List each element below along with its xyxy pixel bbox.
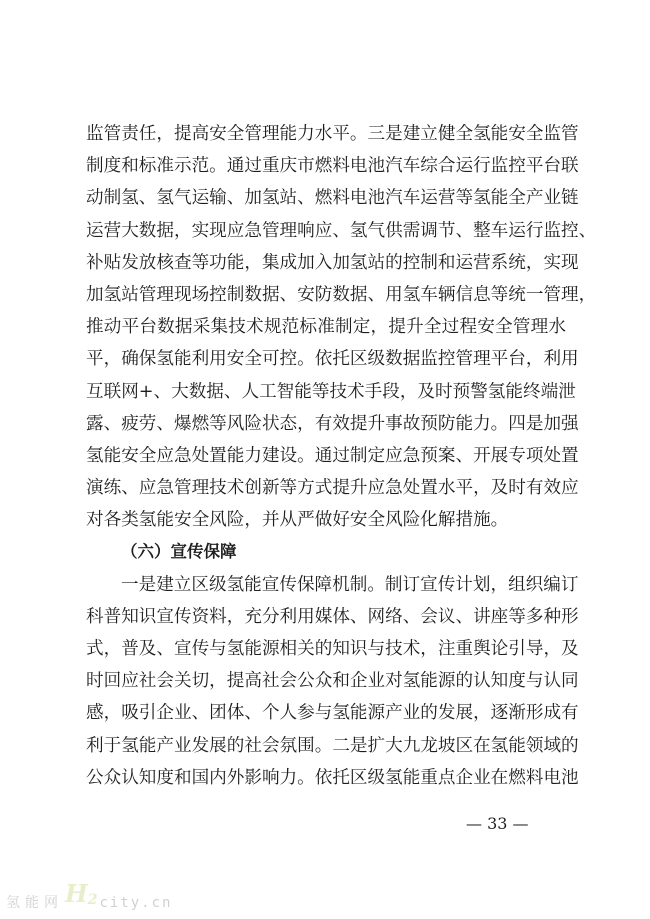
text-line: 互联网+、大数据、人工智能等技术手段，及时预警氢能终端泄	[86, 381, 576, 402]
body-text	[86, 118, 597, 794]
text-line: 感，吸引企业、团体、个人参与氢能源产业的发展，逐渐形成有	[86, 703, 579, 724]
text-line: 时回应社会关切，提高社会公众和企业对氢能源的认知度与认同	[86, 671, 579, 692]
watermark	[6, 879, 173, 913]
text-line: 补贴发放核查等功能，集成加入加氢站的控制和运营系统，实现	[86, 252, 579, 273]
text-line: 动制氢、氢气运输、加氢站、燃料电池汽车运营等氢能全产业链	[86, 188, 579, 209]
page-number: — 33 —	[466, 814, 529, 833]
text-line: 一是建立区级氢能宣传保障机制。制订宣传计划，组织编订	[121, 574, 579, 595]
text-line: 运营大数据，实现应急管理响应、氢气供需调节、整车运行监控、	[86, 220, 597, 241]
text-line: 演练、应急管理技术创新等方式提升应急处置水平，及时有效应	[86, 478, 579, 499]
watermark-chinese: 氢能网	[6, 895, 63, 911]
logo-subscript: 2	[87, 892, 98, 908]
h2-logo-icon	[65, 881, 97, 913]
section-heading: （六）宣传保障	[121, 542, 237, 562]
text-line: 公众认知度和国内外影响力。依托区级氢能重点企业在燃料电池	[86, 767, 579, 788]
text-line: 利于氢能产业发展的社会氛围。二是扩大九龙坡区在氢能领域的	[86, 735, 579, 756]
text-line: 对各类氢能安全风险，并从严做好安全风险化解措施。	[86, 510, 509, 531]
text-line: 科普知识宣传资料，充分利用媒体、网络、会议、讲座等多种形	[86, 606, 579, 627]
text-line: 平，确保氢能利用安全可控。依托区级数据监控管理平台，利用	[86, 349, 579, 370]
text-line: 制度和标准示范。通过重庆市燃料电池汽车综合运行监控平台联	[86, 156, 579, 177]
text-line: 推动平台数据采集技术规范标准制定，提升全过程安全管理水	[86, 317, 566, 338]
text-line: 加氢站管理现场控制数据、安防数据、用氢车辆信息等统一管理，	[86, 284, 597, 305]
watermark-domain: city.cn	[99, 895, 173, 911]
text-line: 露、疲劳、爆燃等风险状态，有效提升事故预防能力。四是加强	[86, 413, 579, 434]
text-line: 监管责任，提高安全管理能力水平。三是建立健全氢能安全监管	[86, 124, 579, 144]
text-line: 氢能安全应急处置能力建设。通过制定应急预案、开展专项处置	[86, 445, 579, 466]
text-line: 式，普及、宣传与氢能源相关的知识与技术，注重舆论引导，及	[86, 639, 579, 659]
logo-letter: H	[65, 879, 88, 908]
